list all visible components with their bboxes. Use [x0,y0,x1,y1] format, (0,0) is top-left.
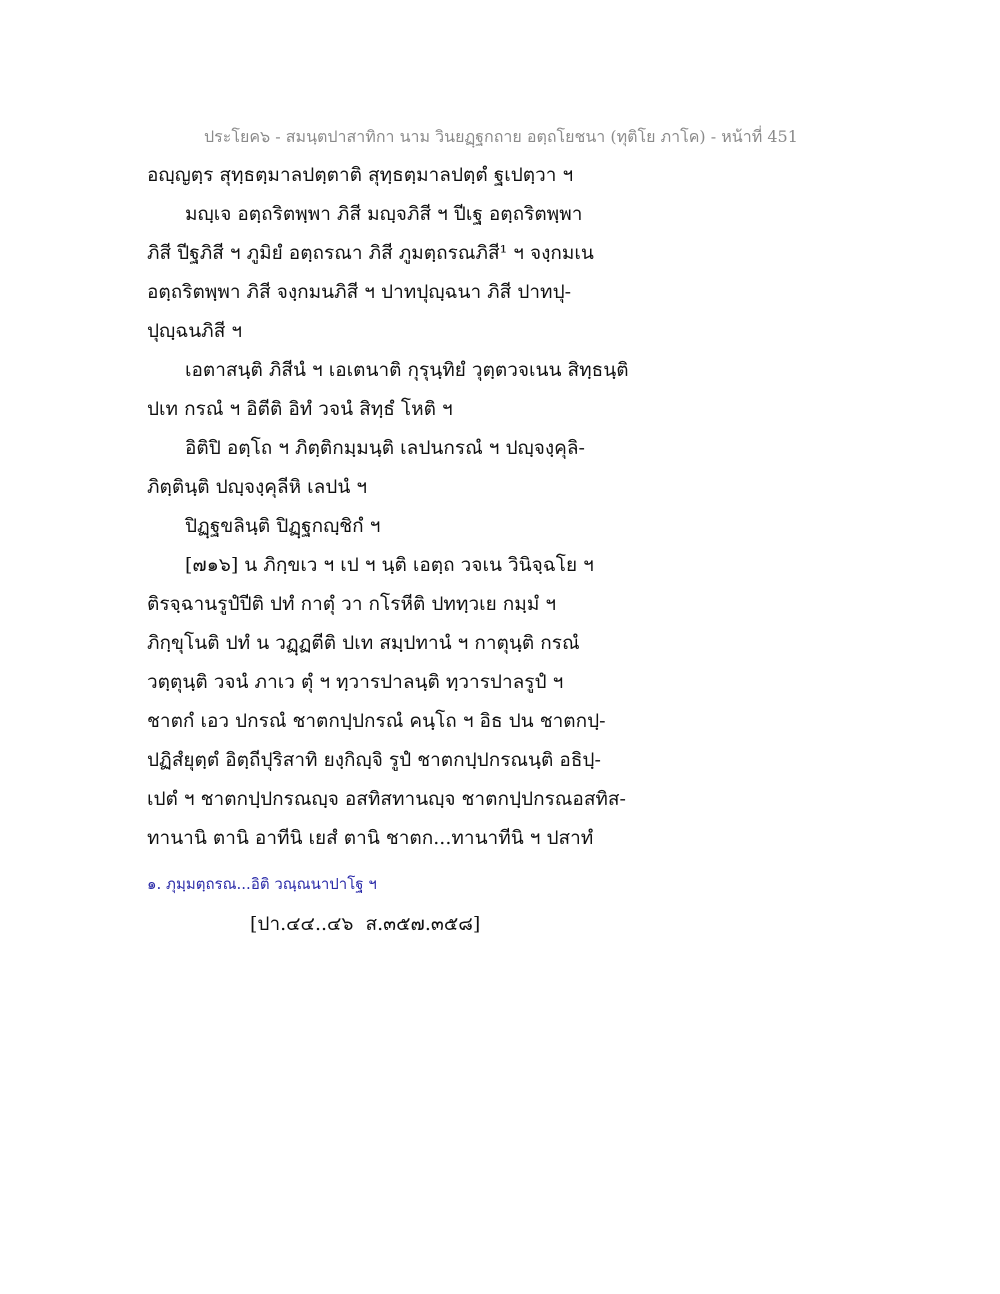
body-line: อตฺถริตพฺพา ภิสี จงฺกมนภิสี ฯ ปาทปุญฺฉนา ภิสี ปาทปุ- [147,281,572,303]
footnote: ๑. ภุมฺมตฺถรณ...อิติ วณฺณนาปาโฐ ฯ [147,875,377,893]
body-text [147,156,787,858]
body-line: วตฺตุนฺติ วจนํ ภาเว ตุํ ฯ ทฺวารปาลนฺติ ทฺวารปาลรูปํ ฯ [147,671,564,693]
body-line: เอตาสนฺติ ภิสีนํ ฯ เอเตนาติ กุรุนฺทิยํ วุตฺตวจเนน สิทฺธนฺติ [185,359,629,381]
body-line: ปฏิสํยุตฺตํ อิตฺถีปุริสาทิ ยงฺกิญฺจิ รูปํ ชาตกปฺปกรณนฺติ อธิปฺ- [147,749,601,771]
body-line: ติรจฺฉานรูปํปีติ ปทํ กาตุํ วา กโรหีติ ปททฺวเย กมฺมํ ฯ [147,593,557,615]
body-line: [๗๑๖] น ภิกฺขเว ฯ เป ฯ นฺติ เอตฺถ วจเน วินิจฺฉโย ฯ [185,554,594,576]
body-line: ปุญฺฉนภิสี ฯ [147,320,243,342]
page-reference: [ปา.๔๔..๔๖ ส.๓๕๗.๓๕๘] [250,913,481,935]
body-line: มญฺเจ อตฺถริตพฺพา ภิสี มญฺจภิสี ฯ ปีเฐ อตฺถริตพฺพา [185,203,583,225]
body-line: ภิตฺตินฺติ ปญฺจงฺคุลีหิ เลปนํ ฯ [147,476,368,498]
body-line: ปเท กรณํ ฯ อิตีติ อิทํ วจนํ สิทฺธํ โหติ ฯ [147,398,453,420]
body-line: อิติปิ อตฺโถ ฯ ภิตฺติกมฺมนฺติ เลปนกรณํ ฯ ปญฺจงฺคุลิ- [185,437,585,459]
body-line: ภิสี ปีฐภิสี ฯ ภูมิยํ อตฺถรณา ภิสี ภูมตฺถรณภิสี¹ ฯ จงฺกมเน [147,242,594,264]
body-line: ภิกฺขุโนติ ปทํ น วฏฺฏตีติ ปเท สมฺปทานํ ฯ กาตุนฺติ กรณํ [147,632,580,654]
body-line: ปิฏฺฐขลินฺติ ปิฏฺฐกญฺชิกํ ฯ [185,515,381,537]
page-header: ประโยค๖ - สมนฺตปาสาทิกา นาม วินยฏฺฐกถาย อตฺถโยชนา (ทุติโย ภาโค) - หน้าที่ 451 [204,127,798,146]
body-line: อญฺญตฺร สุทฺธตฺมาลปตฺตาติ สุทฺธตฺมาลปตฺตํ ฐเปตฺวา ฯ [147,164,574,186]
body-line: ทานานิ ตานิ อาทีนิ เยสํ ตานิ ชาตก...ทานาทีนิ ฯ ปสาทํ [147,827,594,849]
body-line: ชาตกํ เอว ปกรณํ ชาตกปฺปกรณํ คนฺโถ ฯ อิธ ปน ชาตกปฺ- [147,710,606,732]
body-line: เปตํ ฯ ชาตกปฺปกรณญฺจ อสทิสทานญฺจ ชาตกปฺปกรณอสทิส- [147,788,626,810]
